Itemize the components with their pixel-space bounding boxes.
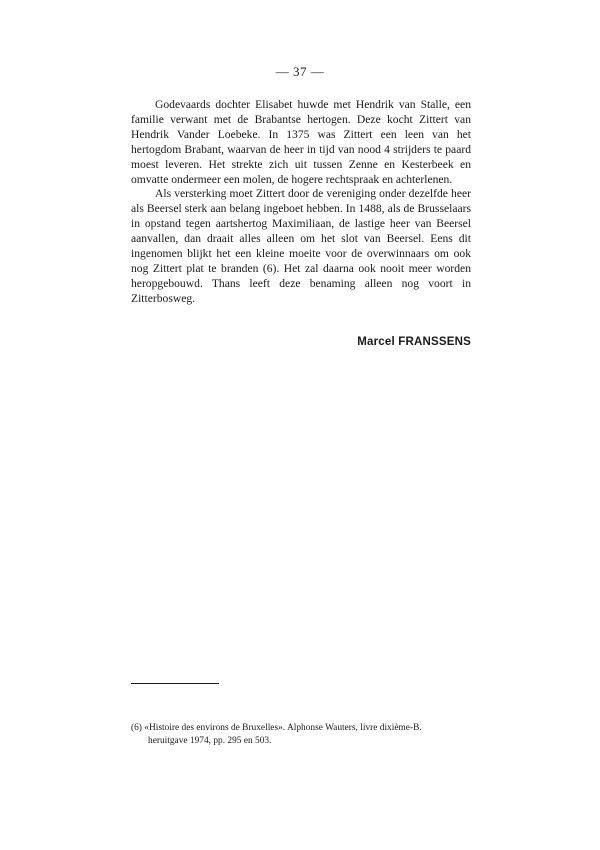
footnote-line-1: (6) «Histoire des environs de Bruxelles». Alphonse Wauters, livre dixième-B. (131, 723, 422, 733)
author-signature: Marcel FRANSSENS (357, 336, 471, 348)
footnote-divider (131, 683, 219, 684)
paragraph-1: Godevaards dochter Elisabet huwde met Hendrik van Stalle, een familie verwant met de Brabantse hertogen. Deze kocht Zittert van Hendrik Vander Loebeke. In 1375 was Zittert een leen van het hertogdom Brabant, waarvan de heer in tijd van nood 4 strijders te paard moest leveren. Het strekte zich uit tussen Zenne en Kesterbeek en omvatte ondermeer een molen, de hogere rechtspraak en achterlenen. (131, 98, 471, 186)
page-number: — 37 — (275, 64, 325, 79)
footnote (131, 722, 476, 748)
paragraph-2: Als versterking moet Zittert door de vereniging onder dezelfde heer als Beersel sterk aan belang ingeboet hebben. In 1488, als de Brusselaars in opstand tegen aartshertog Maximiliaan, de lastige heer van Beersel aanvallen, dan draait alles alleen om het slot van Beersel. Eens dit ingenomen blijkt het een kleine moeite voor de overwinnaars om ook nog Zittert plat te branden (6). Het zal daarna ook nooit meer worden heropgebouwd. Thans leeft deze benaming alleen nog voort in Zitterbosweg. (131, 187, 471, 305)
article-body (131, 98, 471, 307)
footnote-line-2: heruitgave 1974, pp. 295 en 503. (148, 736, 272, 746)
